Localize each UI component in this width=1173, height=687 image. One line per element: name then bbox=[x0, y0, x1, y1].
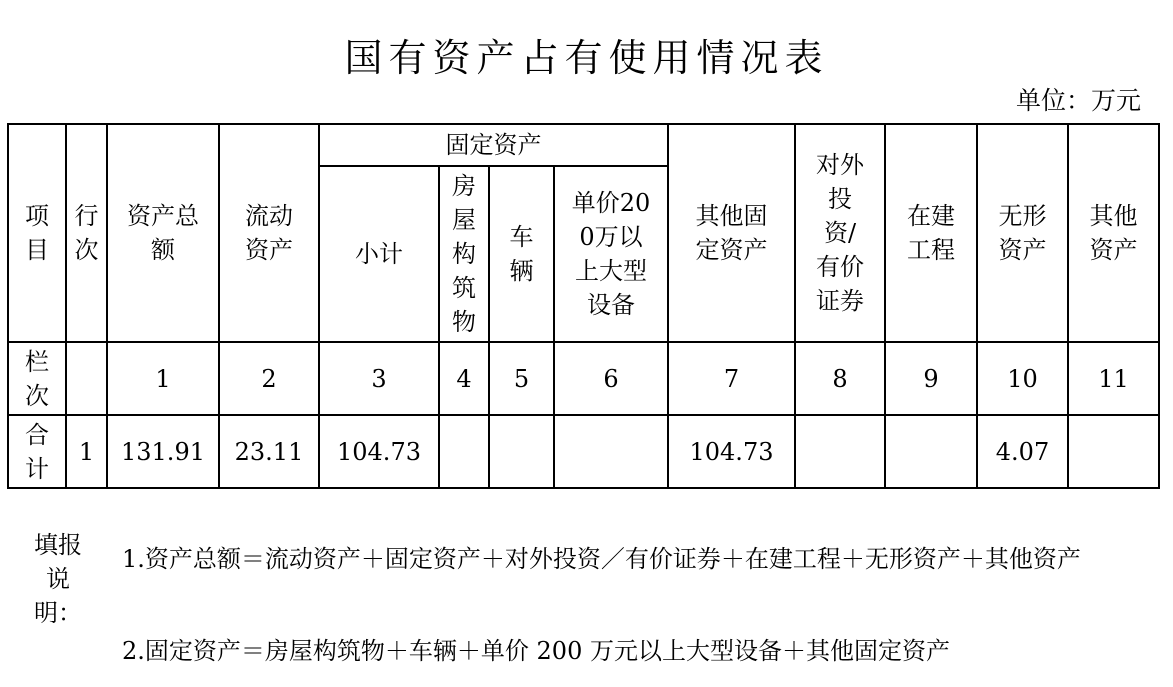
total-row-label: 合计 bbox=[8, 415, 66, 488]
current-assets-value: 23.11 bbox=[219, 415, 319, 488]
header-row-no: 行次 bbox=[66, 124, 107, 342]
column-number: 1 bbox=[107, 342, 219, 415]
header-total: 资产总额 bbox=[107, 124, 219, 342]
header-other-fixed: 其他固定资产 bbox=[668, 124, 795, 342]
note-line-1: 1.资产总额＝流动资产＋固定资产＋对外投资／有价证券＋在建工程＋无形资产＋其他资产 bbox=[122, 545, 1081, 573]
column-number: 4 bbox=[439, 342, 489, 415]
column-number: 5 bbox=[489, 342, 554, 415]
header-other: 其他资产 bbox=[1068, 124, 1159, 342]
total-row-no: 1 bbox=[66, 415, 107, 488]
column-number bbox=[66, 342, 107, 415]
vehicles-value bbox=[489, 415, 554, 488]
fixed-subtotal-value: 104.73 bbox=[319, 415, 439, 488]
header-current: 流动资产 bbox=[219, 124, 319, 342]
construction-value bbox=[885, 415, 977, 488]
column-number: 6 bbox=[554, 342, 668, 415]
equipment-value bbox=[554, 415, 668, 488]
other-fixed-value: 104.73 bbox=[668, 415, 795, 488]
column-number: 9 bbox=[885, 342, 977, 415]
header-equipment: 单价200万以上大型设备 bbox=[554, 166, 668, 342]
header-fixed: 固定资产 bbox=[319, 124, 668, 166]
note-line-2: 2.固定资产＝房屋构筑物＋车辆＋单价 200 万元以上大型设备＋其他固定资产 bbox=[122, 637, 950, 665]
page-title: 国有资产占有使用情况表 bbox=[344, 36, 829, 80]
unit-label: 单位：万元 bbox=[1015, 86, 1141, 115]
header-investment: 对外投资/有价证券 bbox=[795, 124, 885, 342]
header-vehicles: 车辆 bbox=[489, 166, 554, 342]
header-intangible: 无形资产 bbox=[977, 124, 1068, 342]
column-number: 11 bbox=[1068, 342, 1159, 415]
column-number: 3 bbox=[319, 342, 439, 415]
header-subtotal: 小计 bbox=[319, 166, 439, 342]
total-assets-value: 131.91 bbox=[107, 415, 219, 488]
column-row-label: 栏次 bbox=[8, 342, 66, 415]
header-buildings: 房屋构筑物 bbox=[439, 166, 489, 342]
column-number: 7 bbox=[668, 342, 795, 415]
asset-table bbox=[7, 123, 1160, 489]
header-construction: 在建工程 bbox=[885, 124, 977, 342]
column-number: 10 bbox=[977, 342, 1068, 415]
notes-label: 填报说明： bbox=[34, 531, 82, 627]
column-number: 2 bbox=[219, 342, 319, 415]
investment-value bbox=[795, 415, 885, 488]
intangible-value: 4.07 bbox=[977, 415, 1068, 488]
header-item: 项目 bbox=[8, 124, 66, 342]
column-number: 8 bbox=[795, 342, 885, 415]
buildings-value bbox=[439, 415, 489, 488]
other-assets-value bbox=[1068, 415, 1159, 488]
